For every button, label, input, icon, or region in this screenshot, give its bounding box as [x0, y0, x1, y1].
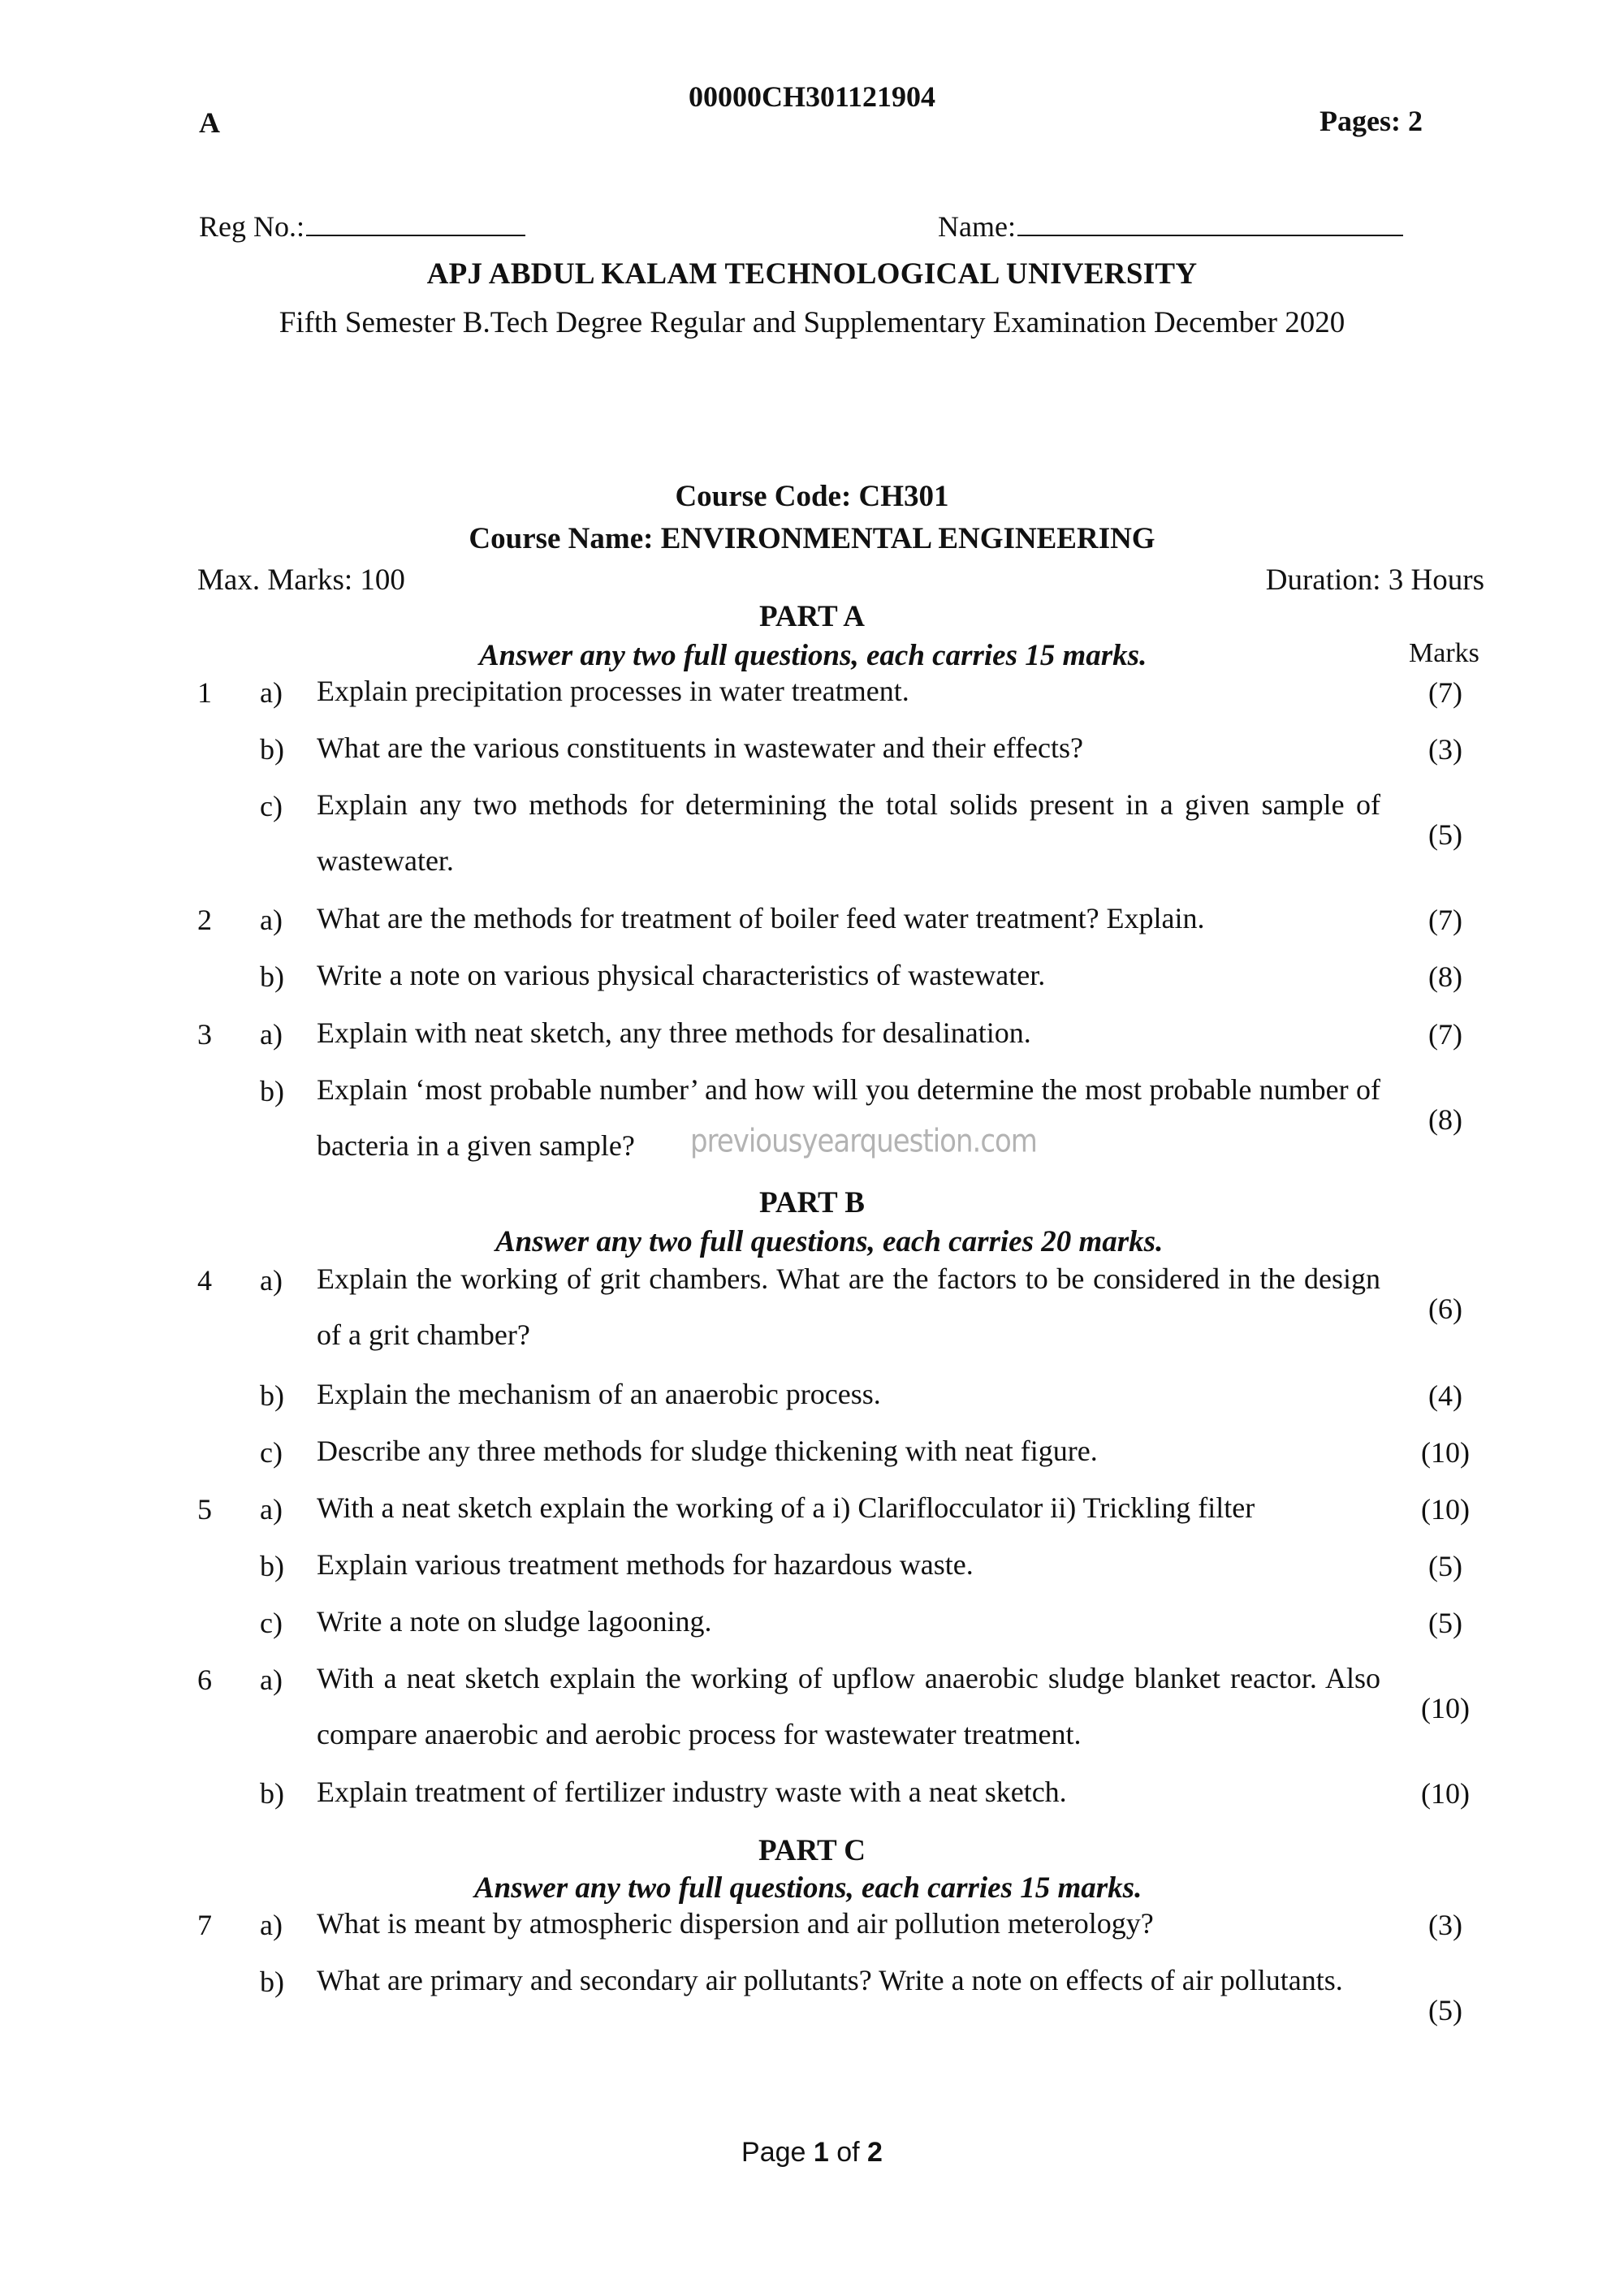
question-sub: a)	[260, 1264, 283, 1297]
name-line	[1017, 233, 1403, 236]
footer-total-pages: 2	[867, 2137, 883, 2168]
name-field	[938, 209, 1403, 244]
question-sub: a)	[260, 1909, 283, 1941]
question-marks: (10)	[1421, 1692, 1470, 1724]
question-number: 6	[197, 1664, 212, 1696]
part-b-title: PART B	[759, 1186, 865, 1219]
university-name: APJ ABDUL KALAM TECHNOLOGICAL UNIVERSITY	[426, 257, 1198, 291]
course-name: Course Name: ENVIRONMENTAL ENGINEERING	[469, 522, 1155, 555]
question-sub: a)	[260, 1664, 283, 1696]
page-count: Pages: 2	[1320, 105, 1423, 137]
question-text: What is meant by atmospheric dispersion and air pollution meterology?	[317, 1907, 1154, 1940]
question-text: With a neat sketch explain the working of upflow anaerobic sludge blanket reactor. Also compare anaerobic and aerobic process for wastewater treatment.	[317, 1662, 1380, 1750]
question-sub: a)	[260, 1018, 283, 1051]
question-marks: (7)	[1428, 904, 1462, 936]
question-sub: c)	[260, 1436, 283, 1469]
question-marks: (3)	[1428, 1909, 1462, 1941]
footer-prefix: Page	[741, 2137, 814, 2168]
question-marks: (8)	[1428, 1103, 1462, 1136]
question-marks: (5)	[1428, 1550, 1462, 1582]
question-text: With a neat sketch explain the working of a i) Clariflocculator ii) Trickling filter	[317, 1491, 1255, 1524]
question-sub: b)	[260, 733, 284, 766]
question-sub: b)	[260, 1075, 284, 1107]
question-text: Explain the working of grit chambers. What are the factors to be considered in the design of a grit chamber?	[317, 1262, 1380, 1351]
question-sub: c)	[260, 790, 283, 822]
reg-no-field	[199, 209, 525, 244]
duration: Duration: 3 Hours	[1265, 563, 1484, 597]
footer-current-page: 1	[813, 2137, 829, 2168]
question-text: Explain various treatment methods for hazardous waste.	[317, 1548, 974, 1581]
question-text: Explain any two methods for determining the total solids present in a given sample of wastewater.	[317, 788, 1380, 877]
question-number: 7	[197, 1909, 212, 1941]
question-number: 4	[197, 1264, 212, 1297]
question-text: Explain the mechanism of an anaerobic process.	[317, 1378, 881, 1410]
question-marks: (7)	[1428, 676, 1462, 709]
watermark: previousyearquestion.com	[690, 1123, 1037, 1160]
question-marks: (10)	[1421, 1777, 1470, 1810]
question-text: Write a note on sludge lagooning.	[317, 1605, 712, 1638]
question-text: Write a note on various physical characteristics of wastewater.	[317, 959, 1046, 991]
question-marks: (3)	[1428, 733, 1462, 766]
question-sub: b)	[260, 1966, 284, 1998]
page-footer	[0, 2137, 1624, 2169]
question-sub: a)	[260, 676, 283, 709]
name-label: Name:	[938, 210, 1016, 243]
question-number: 5	[197, 1493, 212, 1526]
question-sub: b)	[260, 1550, 284, 1582]
question-text: What are the various constituents in wastewater and their effects?	[317, 732, 1083, 764]
question-text: What are primary and secondary air pollutants? Write a note on effects of air pollutants.	[317, 1964, 1343, 1996]
question-marks: (7)	[1428, 1018, 1462, 1051]
question-marks: (4)	[1428, 1379, 1462, 1412]
question-sub: c)	[260, 1607, 283, 1639]
part-a-title: PART A	[759, 600, 865, 633]
question-sub: b)	[260, 1379, 284, 1412]
question-marks: (5)	[1428, 1994, 1462, 2026]
question-marks: (8)	[1428, 960, 1462, 993]
part-a-instruction: Answer any two full questions, each carries 15 marks.	[479, 639, 1147, 672]
question-sub: b)	[260, 960, 284, 993]
question-marks: (10)	[1421, 1493, 1470, 1526]
paper-code: 00000CH301121904	[688, 80, 935, 113]
marks-header: Marks	[1409, 638, 1479, 668]
question-text: Explain treatment of fertilizer industry waste with a neat sketch.	[317, 1776, 1067, 1808]
part-b-instruction: Answer any two full questions, each carries 20 marks.	[495, 1225, 1164, 1258]
part-c-title: PART C	[758, 1834, 866, 1867]
question-number: 3	[197, 1018, 212, 1051]
question-number: 1	[197, 676, 212, 709]
footer-of: of	[828, 2137, 868, 2168]
question-sub: b)	[260, 1777, 284, 1810]
question-marks: (5)	[1428, 818, 1462, 851]
question-text: Explain ‘most probable number’ and how will you determine the most probable number of bacteria in a given sample?	[317, 1073, 1380, 1162]
reg-no-line	[306, 233, 525, 236]
question-marks: (5)	[1428, 1607, 1462, 1639]
question-number: 2	[197, 904, 212, 936]
course-code: Course Code: CH301	[675, 480, 949, 513]
question-set: A	[199, 106, 220, 139]
question-text: What are the methods for treatment of boiler feed water treatment? Explain.	[317, 902, 1205, 934]
part-c-instruction: Answer any two full questions, each carries 15 marks.	[474, 1871, 1142, 1905]
question-marks: (6)	[1428, 1293, 1462, 1325]
reg-no-label: Reg No.:	[199, 210, 304, 243]
question-sub: a)	[260, 904, 283, 936]
question-text: Explain precipitation processes in water treatment.	[317, 675, 909, 707]
question-text: Explain with neat sketch, any three methods for desalination.	[317, 1016, 1031, 1049]
max-marks: Max. Marks: 100	[197, 563, 405, 597]
question-sub: a)	[260, 1493, 283, 1526]
exam-title: Fifth Semester B.Tech Degree Regular and Supplementary Examination December 2020	[279, 306, 1345, 339]
question-text: Describe any three methods for sludge thickening with neat figure.	[317, 1435, 1098, 1467]
question-marks: (10)	[1421, 1436, 1470, 1469]
